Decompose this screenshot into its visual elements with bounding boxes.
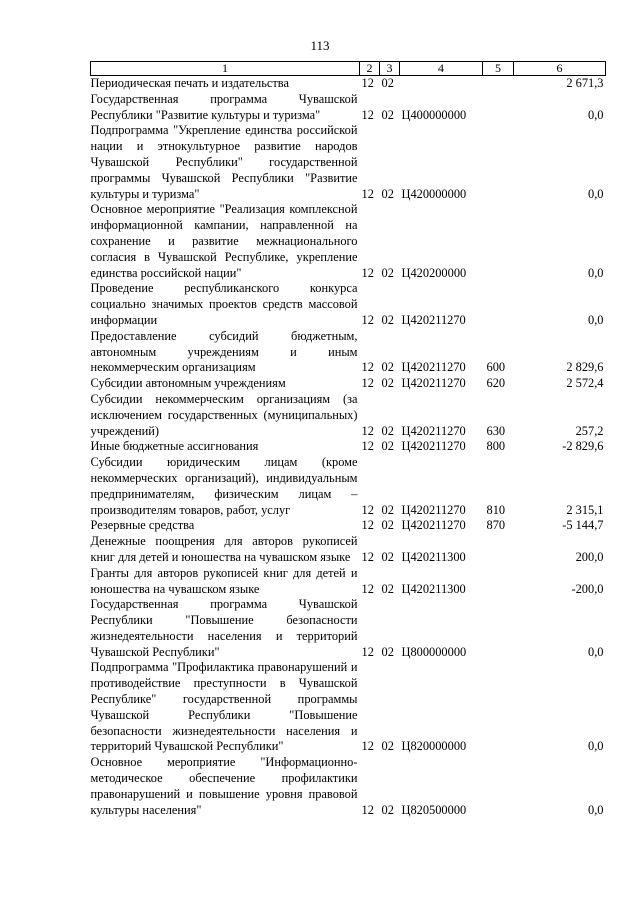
row-subsection: 02 [381, 360, 394, 375]
row-amount: 2 671,3 [566, 76, 604, 90]
row-expense-type [483, 76, 514, 92]
row-section: 12 [361, 518, 374, 533]
row-name: Подпрограмма "Профилактика правонарушений и противодействие преступности в Чувашской Республике" государственной программы Чувашской Республики "Повышение безопасности жизнедеятельности населения и территорий Чувашской Республики" [90, 660, 358, 754]
row-amount: -2 829,6 [562, 439, 604, 454]
row-name: Субсидии юридическим лицам (кроме некоммерческих организаций), индивидуальным предпринимателям, физическим лицам – производителям товаров, работ, услуг [90, 455, 358, 517]
table-row [91, 392, 606, 439]
table-row [91, 534, 606, 566]
row-section: 12 [361, 107, 374, 122]
row-expense-type [483, 566, 514, 598]
row-name: Государственная программа Чувашской Республики "Развитие культуры и туризма" [90, 91, 358, 122]
row-name: Предоставление субсидий бюджетным, автономным учреждениям и иным некоммерческим организациям [90, 328, 358, 375]
row-subsection: 02 [381, 439, 394, 454]
table-row [91, 439, 606, 455]
row-subsection: 02 [381, 518, 394, 533]
row-name: Подпрограмма "Укрепление единства российской нации и этнокультурное развитие народов Чувашской Республики" государственной программы Чувашской Республики "Развитие культуры и туризма" [90, 123, 358, 201]
row-amount: 0,0 [588, 186, 604, 201]
row-expense-type [483, 660, 514, 755]
row-target-code: Ц420211270 [401, 423, 466, 438]
row-target-code: Ц400000000 [401, 107, 467, 122]
row-target-code: Ц800000000 [401, 644, 467, 659]
row-section: 12 [361, 186, 374, 201]
row-expense-type [483, 597, 514, 660]
row-target-code: Ц820000000 [401, 739, 467, 754]
row-amount: 200,0 [575, 549, 604, 564]
table-row [91, 281, 606, 328]
table-row [91, 92, 606, 124]
header-col-5: 5 [483, 62, 514, 76]
row-subsection: 02 [381, 76, 394, 90]
row-amount: -200,0 [571, 581, 604, 596]
row-section: 12 [361, 802, 374, 817]
row-expense-type: 870 [486, 518, 506, 533]
table-header [91, 62, 606, 76]
row-section: 12 [361, 581, 374, 596]
table-row [91, 329, 606, 376]
row-amount: 0,0 [588, 107, 604, 122]
row-name: Государственная программа Чувашской Республики "Повышение безопасности жизнедеятельности населения и территорий Чувашской Республики" [90, 597, 358, 659]
row-subsection: 02 [381, 581, 394, 596]
row-target-code: Ц820500000 [401, 802, 467, 817]
row-subsection: 02 [381, 644, 394, 659]
row-expense-type: 600 [486, 360, 506, 375]
table-row [91, 123, 606, 202]
row-amount: -5 144,7 [562, 518, 604, 533]
budget-table [90, 61, 606, 818]
row-amount: 2 572,4 [566, 376, 604, 391]
row-subsection: 02 [381, 107, 394, 122]
row-expense-type: 810 [486, 502, 506, 517]
row-section: 12 [361, 739, 374, 754]
header-col-2: 2 [360, 62, 380, 76]
row-name: Иные бюджетные ассигнования [90, 439, 259, 454]
table-row [91, 455, 606, 518]
row-name: Периодическая печать и издательства [90, 76, 289, 90]
row-amount: 2 315,1 [566, 502, 604, 517]
row-target-code: Ц420211300 [401, 549, 466, 564]
row-target-code: Ц420211270 [401, 518, 466, 533]
row-section: 12 [361, 76, 374, 90]
row-amount: 2 829,6 [566, 360, 604, 375]
row-expense-type [483, 123, 514, 202]
row-subsection: 02 [381, 186, 394, 201]
table-row [91, 202, 606, 281]
row-amount: 257,2 [575, 423, 604, 438]
row-target-code: Ц420211270 [401, 439, 466, 454]
row-section: 12 [361, 376, 374, 391]
page-number: 113 [310, 38, 330, 53]
row-target-code: Ц420211270 [401, 502, 466, 517]
row-target-code: Ц420211270 [401, 312, 466, 327]
row-amount: 0,0 [588, 312, 604, 327]
row-expense-type: 620 [486, 376, 506, 391]
row-target-code: Ц420200000 [401, 265, 467, 280]
row-subsection: 02 [381, 739, 394, 754]
row-target-code: Ц420211300 [401, 581, 466, 596]
table-row [91, 376, 606, 392]
row-expense-type [483, 281, 514, 328]
row-subsection: 02 [381, 265, 394, 280]
header-col-3: 3 [380, 62, 400, 76]
row-name: Гранты для авторов рукописей книг для детей и юношества на чувашском языке [90, 565, 358, 596]
row-name: Резервные средства [90, 518, 195, 533]
row-expense-type [483, 534, 514, 566]
row-name: Субсидии некоммерческим организациям (за исключением государственных (муниципальных) учреждений) [90, 391, 358, 438]
row-subsection: 02 [381, 802, 394, 817]
row-expense-type [483, 92, 514, 124]
row-section: 12 [361, 439, 374, 454]
row-section: 12 [361, 644, 374, 659]
row-amount: 0,0 [588, 739, 604, 754]
row-subsection: 02 [381, 502, 394, 517]
row-expense-type: 630 [486, 423, 506, 438]
header-col-6: 6 [514, 62, 606, 76]
row-subsection: 02 [381, 423, 394, 438]
row-target-code [400, 76, 483, 92]
table-row [91, 566, 606, 598]
table-row [91, 597, 606, 660]
row-name: Денежные поощрения для авторов рукописей книг для детей и юношества на чувашском языке [90, 534, 358, 564]
header-col-1: 1 [91, 62, 360, 76]
row-name: Основное мероприятие "Реализация комплексной информационной кампании, направленной на сохранение и развитие межнационального согласия в Чувашской Республике, укрепление единства российской нации" [90, 202, 358, 280]
row-section: 12 [361, 360, 374, 375]
row-section: 12 [361, 265, 374, 280]
row-section: 12 [361, 502, 374, 517]
row-target-code: Ц420211270 [401, 360, 466, 375]
row-amount: 0,0 [588, 265, 604, 280]
row-target-code: Ц420211270 [401, 376, 466, 391]
row-section: 12 [361, 549, 374, 564]
table-row [91, 518, 606, 534]
row-expense-type [483, 755, 514, 818]
row-subsection: 02 [381, 312, 394, 327]
row-section: 12 [361, 423, 374, 438]
row-subsection: 02 [381, 549, 394, 564]
table-row [91, 660, 606, 755]
row-target-code: Ц420000000 [401, 186, 467, 201]
row-amount: 0,0 [588, 644, 604, 659]
header-row [91, 62, 606, 76]
row-section: 12 [361, 312, 374, 327]
row-name: Проведение республиканского конкурса социально значимых проектов средств массовой информации [90, 281, 358, 327]
table-row [91, 755, 606, 818]
table-body [91, 76, 606, 819]
table-row [91, 76, 606, 92]
header-col-4: 4 [400, 62, 483, 76]
row-subsection: 02 [381, 376, 394, 391]
row-amount: 0,0 [588, 802, 604, 817]
row-name: Основное мероприятие "Информационно-методическое обеспечение профилактики правонарушений и повышение уровня правовой культуры населения" [90, 755, 358, 817]
row-name: Субсидии автономным учреждениям [90, 376, 286, 391]
row-expense-type: 800 [486, 439, 506, 454]
row-expense-type [483, 202, 514, 281]
